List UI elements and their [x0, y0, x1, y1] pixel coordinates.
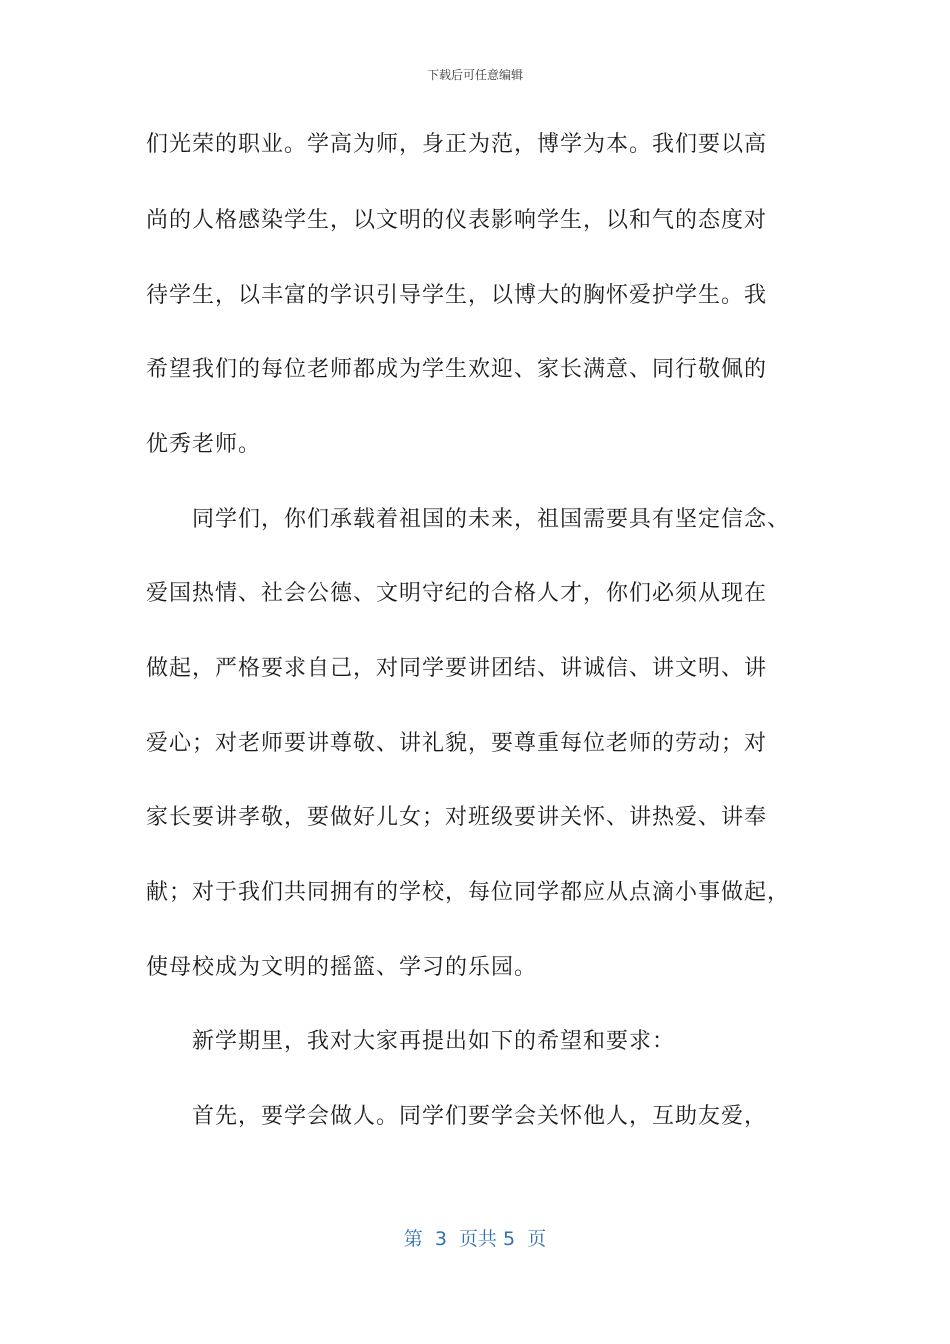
text-line: 待学生，以丰富的学识引导学生，以博大的胸怀爱护学生。我: [146, 283, 768, 308]
text-line: 同学们，你们承载着祖国的未来，祖国需要具有坚定信念、: [192, 507, 791, 532]
text-line: 家长要讲孝敬，要做好儿女；对班级要讲关怀、讲热爱、讲奉: [146, 805, 768, 830]
text-line: 做起，严格要求自己，对同学要讲团结、讲诚信、讲文明、讲: [146, 656, 768, 681]
text-line: 们光荣的职业。学高为师，身正为范，博学为本。我们要以高: [146, 132, 768, 157]
text-line: 希望我们的每位老师都成为学生欢迎、家长满意、同行敬佩的: [146, 357, 768, 382]
text-line: 新学期里，我对大家再提出如下的希望和要求：: [192, 1029, 676, 1054]
text-line: 爱心；对老师要讲尊敬、讲礼貌，要尊重每位老师的劳动；对: [146, 731, 768, 756]
text-line: 使母校成为文明的摇篮、学习的乐园。: [146, 955, 538, 980]
text-line: 尚的人格感染学生，以文明的仪表影响学生，以和气的态度对: [146, 208, 768, 233]
page-header: 下载后可任意编辑: [426, 68, 523, 82]
text-line: 优秀老师。: [146, 432, 262, 457]
text-line: 首先，要学会做人。同学们要学会关怀他人，互助友爱，: [192, 1104, 768, 1129]
page-number-footer: 第 3 页共 5 页: [403, 1228, 547, 1250]
text-line: 爱国热情、社会公德、文明守纪的合格人才，你们必须从现在: [146, 581, 768, 606]
text-line: 献；对于我们共同拥有的学校，每位同学都应从点滴小事做起，: [146, 880, 791, 905]
